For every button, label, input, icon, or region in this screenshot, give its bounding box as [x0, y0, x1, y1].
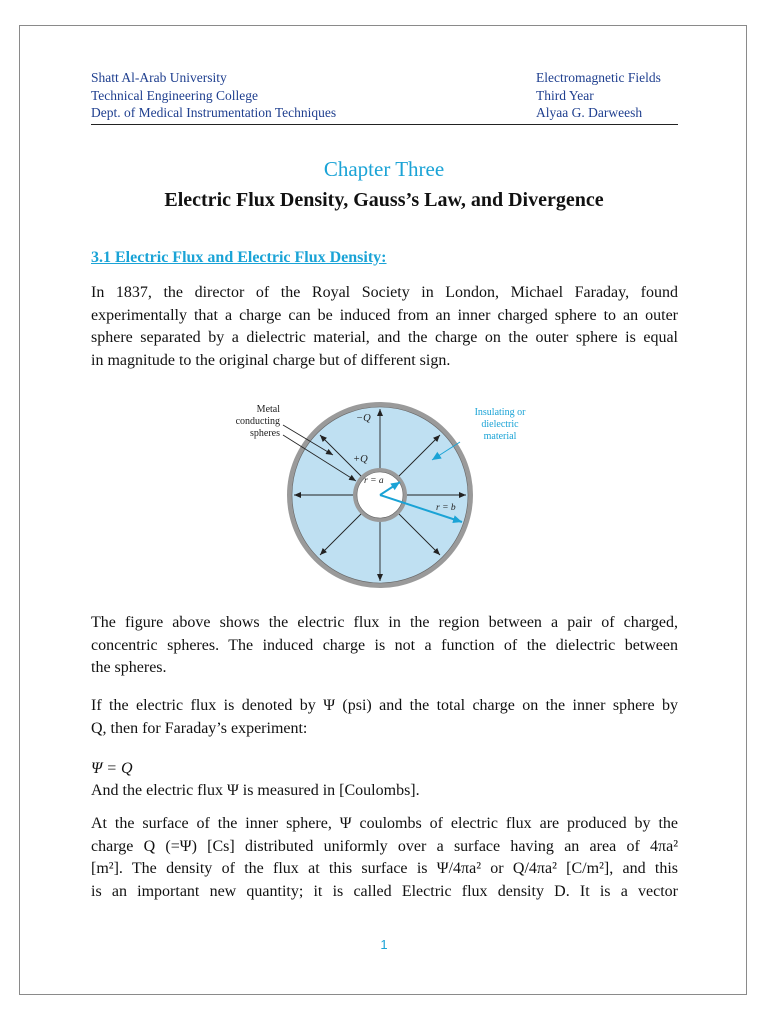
equation-psi-equals-q [91, 758, 678, 781]
label-radius-b: r = b [436, 503, 456, 513]
label-metal-line2: conducting [235, 416, 280, 427]
paragraph-line: experimentally that a charge can be induced from an inner charged sphere to an outer [91, 306, 678, 324]
paragraph-line: In 1837, the director of the Royal Society in London, Michael Faraday, found [91, 284, 678, 301]
paragraph-figure-description [91, 612, 678, 680]
equation-line: Ψ = Q [91, 760, 133, 777]
section-heading: 3.1 Electric Flux and Electric Flux Density: [91, 249, 387, 266]
paragraph-line: And the electric flux Ψ is measured in [Coulombs]. [91, 782, 420, 799]
figure-svg [210, 395, 545, 595]
header-year: Third Year [536, 87, 594, 103]
paragraph-line: Q, then for Faraday’s experiment: [91, 719, 308, 737]
header-department: Dept. of Medical Instrumentation Techniques [91, 105, 337, 120]
label-radius-a: r = a [364, 476, 384, 486]
paragraph-line: If the electric flux is denoted by Ψ (psi) and the total charge on the inner sphere by [91, 697, 678, 714]
paragraph-flux-unit [91, 780, 678, 803]
paragraph-line: the spheres. [91, 659, 167, 676]
header-rule [91, 124, 678, 125]
header-author: Alyaa G. Darweesh [536, 105, 643, 120]
paragraph-intro [91, 282, 678, 372]
paragraph-line: charge Q (=Ψ) [Cs] distributed uniformly over a surface having an area of 4πa² [91, 837, 678, 855]
paragraph-line: is an important new quantity; it is called Electric flux density D. It is a vector [91, 882, 678, 900]
page-number: 1 [380, 937, 388, 952]
chapter-title: Chapter Three [323, 157, 445, 181]
paragraph-flux-definition [91, 695, 678, 740]
label-negative-charge: −Q [356, 413, 371, 424]
label-insulating-line2: dielectric [481, 419, 519, 430]
concentric-spheres-figure [210, 395, 545, 595]
label-positive-charge: +Q [353, 454, 368, 465]
header-right [536, 69, 661, 122]
paragraph-line: sphere separated by a dielectric material, and the charge on the outer sphere is equal [91, 329, 678, 346]
header-college: Technical Engineering College [91, 87, 258, 103]
header-left [91, 69, 336, 122]
paragraph-line: At the surface of the inner sphere, Ψ coulombs of electric flux are produced by the [91, 815, 678, 832]
label-insulating-line1: Insulating or [474, 407, 526, 418]
chapter-subtitle: Electric Flux Density, Gauss’s Law, and Divergence [164, 189, 604, 211]
paragraph-flux-density [91, 813, 678, 903]
paragraph-line: [m²]. The density of the flux at this surface is Ψ/4πa² or Q/4πa² [C/m²], and this [91, 860, 678, 877]
header-university: Shatt Al-Arab University [91, 70, 227, 85]
label-metal-line1: Metal [256, 404, 280, 415]
paragraph-line: The figure above shows the electric flux in the region between a pair of charged, [91, 614, 678, 631]
label-insulating-line3: material [483, 431, 517, 442]
label-metal-line3: spheres [250, 428, 280, 439]
paragraph-line: in magnitude to the original charge but of different sign. [91, 351, 451, 369]
paragraph-line: concentric spheres. The induced charge is not a function of the dielectric between [91, 636, 678, 654]
header-course: Electromagnetic Fields [536, 70, 661, 85]
